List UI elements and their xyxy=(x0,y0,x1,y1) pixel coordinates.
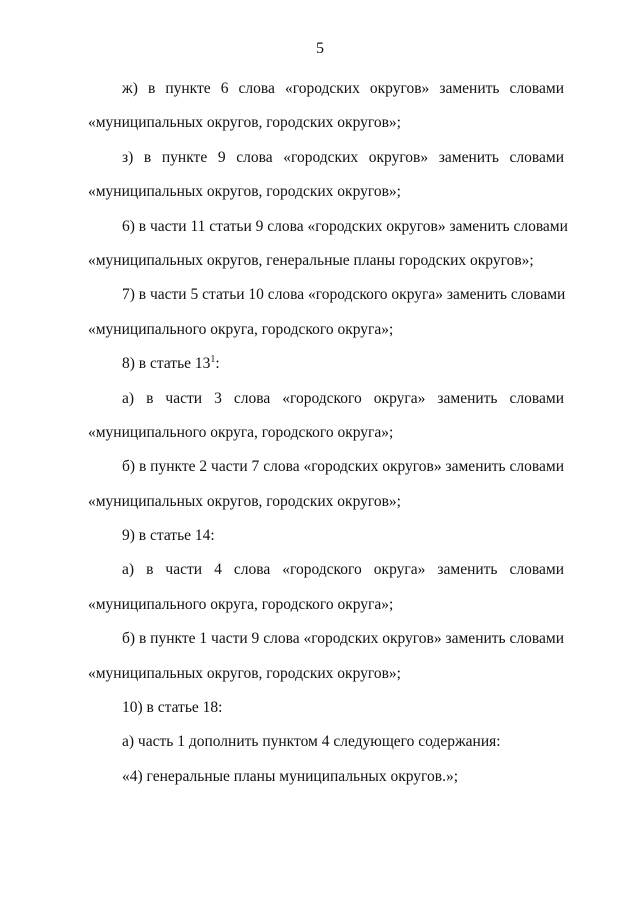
text-line: 9) в статье 14: xyxy=(122,527,215,545)
text-line xyxy=(88,347,564,381)
article-heading-text: 8) в статье 13 xyxy=(122,355,211,373)
text-line: 7) в части 5 статьи 10 слова «городского округа» заменить словами xyxy=(122,286,566,304)
document-body xyxy=(88,72,568,794)
text-line: «муниципального округа, городского округа»; xyxy=(88,423,394,441)
text-line: з) в пункте 9 слова «городских округов» заменить словами xyxy=(122,148,564,166)
text-line: 6) в части 11 статьи 9 слова «городских округов» заменить словами xyxy=(122,217,568,235)
text-line: «муниципальных округов, городских округов»; xyxy=(88,183,401,201)
text-line: а) часть 1 дополнить пунктом 4 следующего содержания: xyxy=(122,733,501,751)
text-line: 10) в статье 18: xyxy=(122,699,223,717)
text-line: «муниципального округа, городского округа»; xyxy=(88,595,394,613)
colon-text: : xyxy=(215,355,220,373)
text-line: «муниципальных округов, городских округов»; xyxy=(88,492,401,510)
text-line: «муниципальных округов, генеральные планы городских округов»; xyxy=(88,251,534,269)
text-line: а) в части 4 слова «городского округа» заменить словами xyxy=(122,561,564,579)
page-number: 5 xyxy=(316,40,324,57)
text-line: а) в части 3 слова «городского округа» заменить словами xyxy=(122,389,564,407)
text-line: б) в пункте 1 части 9 слова «городских округов» заменить словами xyxy=(122,630,564,648)
text-line: «муниципальных округов, городских округов»; xyxy=(88,664,401,682)
text-line: ж) в пункте 6 слова «городских округов» заменить словами xyxy=(122,80,564,97)
superscript-index: 1 xyxy=(210,354,216,366)
text-line: «муниципального округа, городского округа»; xyxy=(88,320,394,338)
text-line: б) в пункте 2 части 7 слова «городских округов» заменить словами xyxy=(122,458,564,476)
text-line: «муниципальных округов, городских округов»; xyxy=(88,114,401,132)
text-line: «4) генеральные планы муниципальных округов.»; xyxy=(122,767,459,785)
